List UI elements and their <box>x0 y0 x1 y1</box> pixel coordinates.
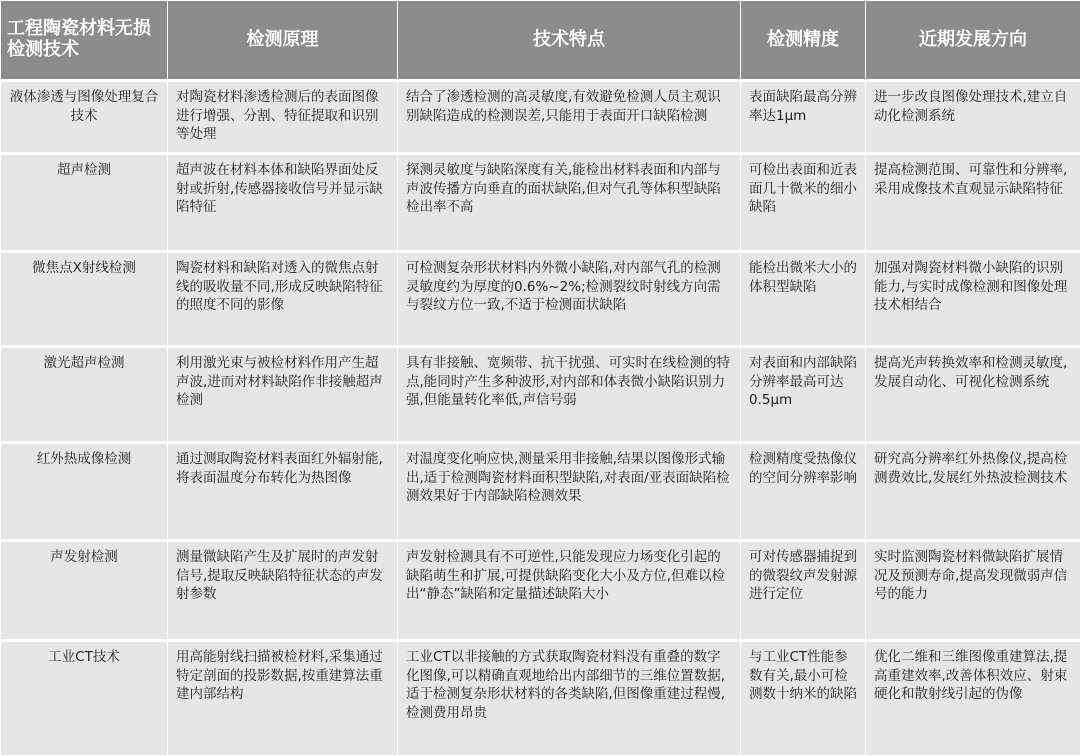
table-row <box>1 541 1080 641</box>
header-principle: 检测原理 <box>168 1 398 81</box>
cell-development: 提高检测范围、可靠性和分辨率,采用成像技术直观显示缺陷特征 <box>866 154 1080 252</box>
cell-precision: 可检出表面和近表面几十微米的细小缺陷 <box>741 154 866 252</box>
cell-precision: 检测精度受热像仪的空间分辨率影响 <box>741 443 866 541</box>
cell-features: 对温度变化响应快,测量采用非接触,结果以图像形式输出,适于检测陶瓷材料面积型缺陷,对表面/亚表面缺陷检测效果好于内部缺陷检测效果 <box>398 443 741 541</box>
cell-features: 具有非接触、宽频带、抗干扰强、可实时在线检测的特点,能同时产生多种波形,对内部和体表微小缺陷识别力强,但能量转化率低,声信号弱 <box>398 347 741 443</box>
cell-technique: 红外热成像检测 <box>1 443 168 541</box>
cell-development: 实时监测陶瓷材料微缺陷扩展情况及预测寿命,提高发现微弱声信号的能力 <box>866 541 1080 641</box>
cell-technique: 超声检测 <box>1 154 168 252</box>
table-row <box>1 81 1080 154</box>
cell-principle: 超声波在材料本体和缺陷界面处反射或折射,传感器接收信号并显示缺陷特征 <box>168 154 398 252</box>
cell-precision: 对表面和内部缺陷分辨率最高可达0.5μm <box>741 347 866 443</box>
cell-precision: 能检出微米大小的体积型缺陷 <box>741 252 866 347</box>
header-features: 技术特点 <box>398 1 741 81</box>
cell-technique: 激光超声检测 <box>1 347 168 443</box>
cell-development: 加强对陶瓷材料微小缺陷的识别能力,与实时成像检测和图像处理技术相结合 <box>866 252 1080 347</box>
cell-development: 进一步改良图像处理技术,建立自动化检测系统 <box>866 81 1080 154</box>
cell-technique: 液体渗透与图像处理复合技术 <box>1 81 168 154</box>
cell-features: 工业CT以非接触的方式获取陶瓷材料没有重叠的数字化图像,可以精确直观地给出内部细节的三维位置数据,适于检测复杂形状材料的各类缺陷,但图像重建过程慢,检测费用昂贵 <box>398 641 741 756</box>
cell-development: 提高光声转换效率和检测灵敏度,发展自动化、可视化检测系统 <box>866 347 1080 443</box>
cell-precision: 与工业CT性能参数有关,最小可检测数十纳米的缺陷 <box>741 641 866 756</box>
header-precision: 检测精度 <box>741 1 866 81</box>
cell-development: 研究高分辨率红外热像仪,提高检测费效比,发展红外热波检测技术 <box>866 443 1080 541</box>
table-row <box>1 154 1080 252</box>
cell-principle: 对陶瓷材料渗透检测后的表面图像进行增强、分割、特征提取和识别等处理 <box>168 81 398 154</box>
cell-technique: 工业CT技术 <box>1 641 168 756</box>
cell-features: 探测灵敏度与缺陷深度有关,能检出材料表面和内部与声波传播方向垂直的面状缺陷,但对气孔等体积型缺陷检出率不高 <box>398 154 741 252</box>
table-row <box>1 347 1080 443</box>
cell-development: 优化二维和三维图像重建算法,提高重建效率,改善体积效应、射束硬化和散射线引起的伪像 <box>866 641 1080 756</box>
cell-precision: 表面缺陷最高分辨率达1μm <box>741 81 866 154</box>
cell-technique: 声发射检测 <box>1 541 168 641</box>
cell-principle: 用高能射线扫描被检材料,采集通过特定剖面的投影数据,按重建算法重建内部结构 <box>168 641 398 756</box>
cell-precision: 可对传感器捕捉到的微裂纹声发射源进行定位 <box>741 541 866 641</box>
table-row <box>1 641 1080 756</box>
table-row <box>1 252 1080 347</box>
table-row <box>1 443 1080 541</box>
cell-principle: 陶瓷材料和缺陷对透入的微焦点射线的吸收量不同,形成反映缺陷特征的照度不同的影像 <box>168 252 398 347</box>
cell-principle: 通过测取陶瓷材料表面红外辐射能,将表面温度分布转化为热图像 <box>168 443 398 541</box>
header-technique: 工程陶瓷材料无损检测技术 <box>1 1 168 81</box>
cell-features: 声发射检测具有不可逆性,只能发现应力场变化引起的缺陷萌生和扩展,可提供缺陷变化大小及方位,但难以检出“静态”缺陷和定量描述缺陷大小 <box>398 541 741 641</box>
header-development: 近期发展方向 <box>866 1 1080 81</box>
cell-technique: 微焦点X射线检测 <box>1 252 168 347</box>
cell-principle: 测量微缺陷产生及扩展时的声发射信号,提取反映缺陷特征状态的声发射参数 <box>168 541 398 641</box>
header-row <box>1 1 1080 81</box>
cell-principle: 利用激光束与被检材料作用产生超声波,进而对材料缺陷作非接触超声检测 <box>168 347 398 443</box>
cell-features: 结合了渗透检测的高灵敏度,有效避免检测人员主观识别缺陷造成的检测误差,只能用于表面开口缺陷检测 <box>398 81 741 154</box>
cell-features: 可检测复杂形状材料内外微小缺陷,对内部气孔的检测灵敏度约为厚度的0.6%~2%;检测裂纹时射线方向需与裂纹方位一致,不适于检测面状缺陷 <box>398 252 741 347</box>
